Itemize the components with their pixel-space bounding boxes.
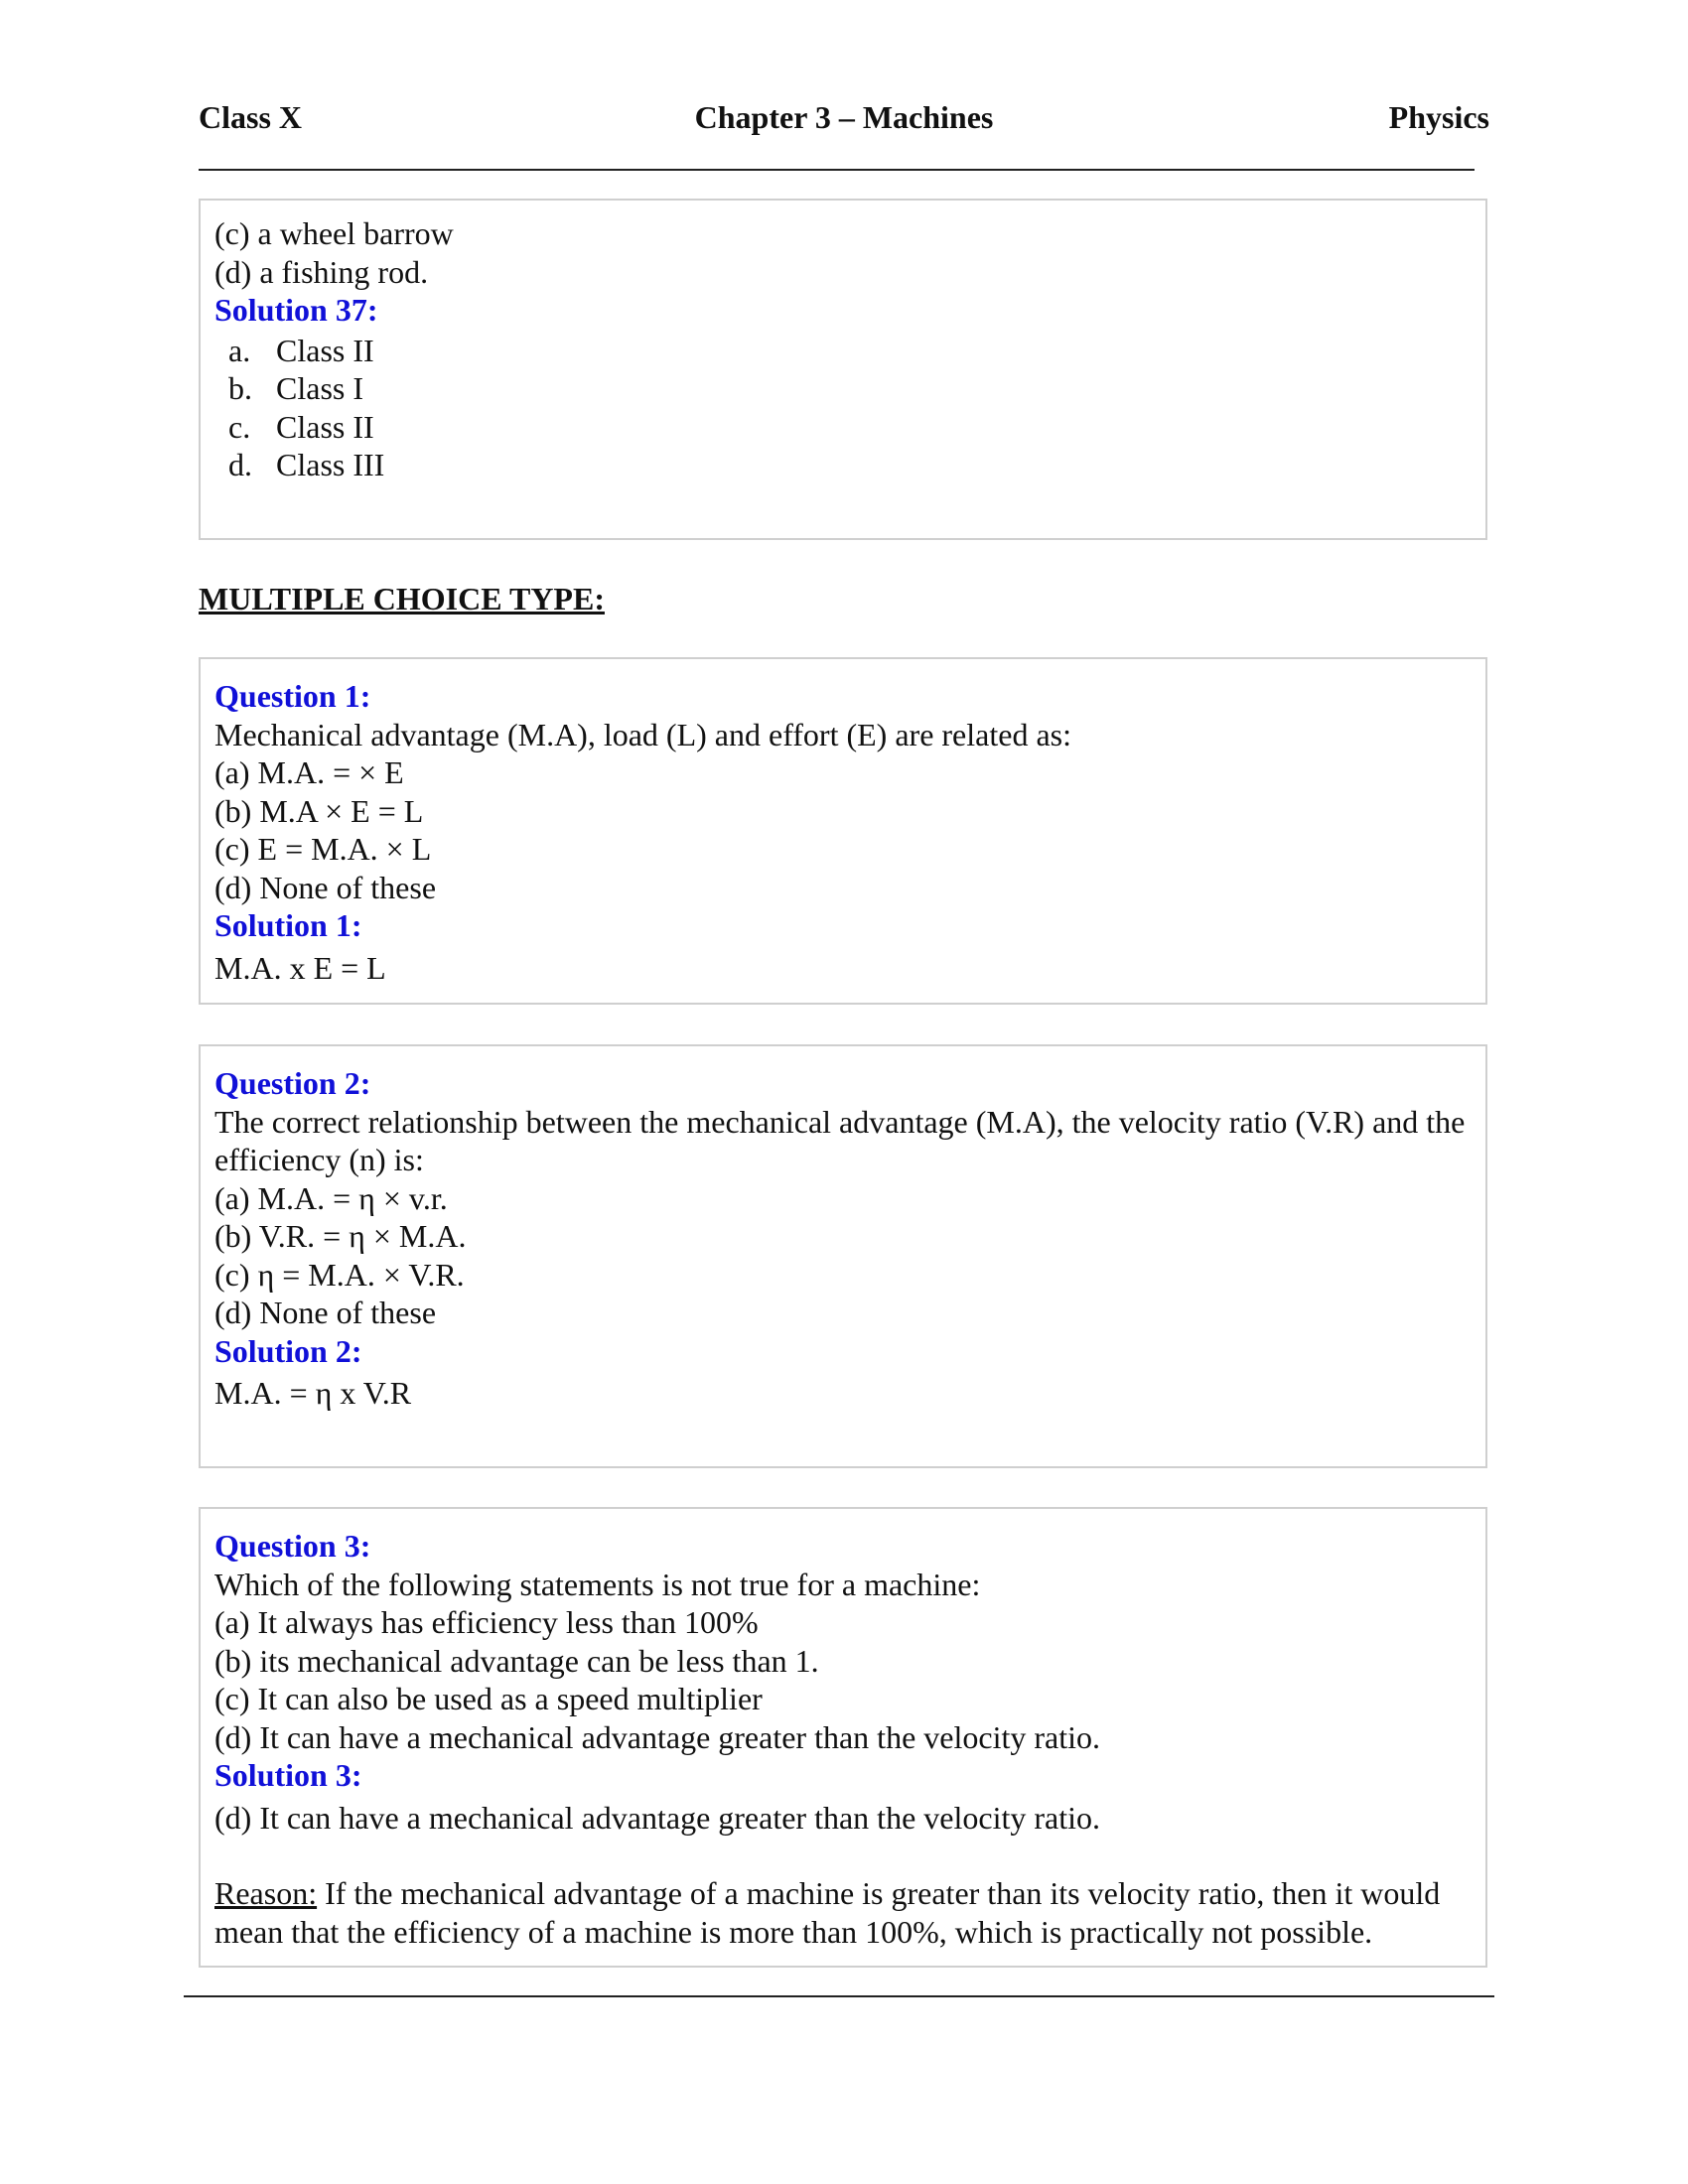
question-1-box — [199, 657, 1487, 1005]
list-item: a. Class II — [228, 332, 374, 368]
prev-question-box — [199, 199, 1487, 540]
question-3-text: Which of the following statements is not true for a machine: — [214, 1566, 981, 1602]
solution-2-text: M.A. = η x V.R — [214, 1375, 412, 1411]
question-3-option-c: (c) It can also be used as a speed multiplier — [214, 1681, 763, 1716]
question-1-option-d: (d) None of these — [214, 869, 437, 905]
question-3-option-a: (a) It always has efficiency less than 100% — [214, 1604, 759, 1640]
header-class: Class X — [199, 99, 303, 135]
solution-2-title: Solution 2: — [214, 1332, 362, 1369]
question-2-option-c: (c) η = M.A. × V.R. — [214, 1256, 465, 1293]
reason-paragraph — [214, 1874, 1472, 1951]
question-2-box — [199, 1044, 1487, 1468]
header-subject: Physics — [1388, 99, 1489, 135]
option-d: (d) a fishing rod. — [214, 253, 429, 290]
header-chapter: Chapter 3 – Machines — [694, 99, 994, 135]
section-title: MULTIPLE CHOICE TYPE: — [199, 581, 605, 616]
solution-1-text: M.A. x E = L — [214, 949, 386, 986]
question-1-title: Question 1: — [214, 678, 371, 714]
question-3-option-d: (d) It can have a mechanical advantage greater than the velocity ratio. — [214, 1718, 1100, 1755]
solution-list — [214, 332, 1472, 484]
question-3-title: Question 3: — [214, 1528, 371, 1564]
footer-divider — [184, 1995, 1494, 1997]
question-2-title: Question 2: — [214, 1065, 371, 1101]
question-1-option-b: (b) M.A × E = L — [214, 792, 424, 829]
question-3-option-b: (b) its mechanical advantage can be less than 1. — [214, 1642, 819, 1679]
header-divider — [199, 169, 1475, 171]
reason-text: If the mechanical advantage of a machine is greater than its velocity ratio, then it would mean that the efficiency of a machine is more than 100%, which is practically not possible. — [214, 1875, 1441, 1950]
page-header — [199, 99, 1489, 143]
list-item: c. Class II — [228, 408, 374, 445]
option-c: (c) a wheel barrow — [214, 215, 454, 251]
question-1-text: Mechanical advantage (M.A), load (L) and effort (E) are related as: — [214, 716, 1071, 752]
question-2-option-b: (b) V.R. = η × M.A. — [214, 1218, 467, 1254]
solution-1-title: Solution 1: — [214, 907, 362, 943]
spacer — [214, 1837, 1472, 1874]
question-1-option-a: (a) M.A. = × E — [214, 754, 404, 790]
solution-title: Solution 37: — [214, 292, 378, 328]
solution-3-title: Solution 3: — [214, 1757, 362, 1793]
list-item: d. Class III — [228, 447, 385, 482]
question-1-option-c: (c) E = M.A. × L — [214, 831, 432, 867]
solution-3-text: (d) It can have a mechanical advantage greater than the velocity ratio. — [214, 1799, 1100, 1836]
question-2-option-d: (d) None of these — [214, 1295, 437, 1330]
list-item: b. Class I — [228, 370, 363, 406]
question-2-text: The correct relationship between the mechanical advantage (M.A), the velocity ratio (V.R) and the efficiency (n) is: — [214, 1103, 1466, 1177]
question-2-option-a: (a) M.A. = η × v.r. — [214, 1179, 448, 1216]
reason-label: Reason: — [214, 1875, 318, 1911]
question-3-box — [199, 1507, 1487, 1968]
